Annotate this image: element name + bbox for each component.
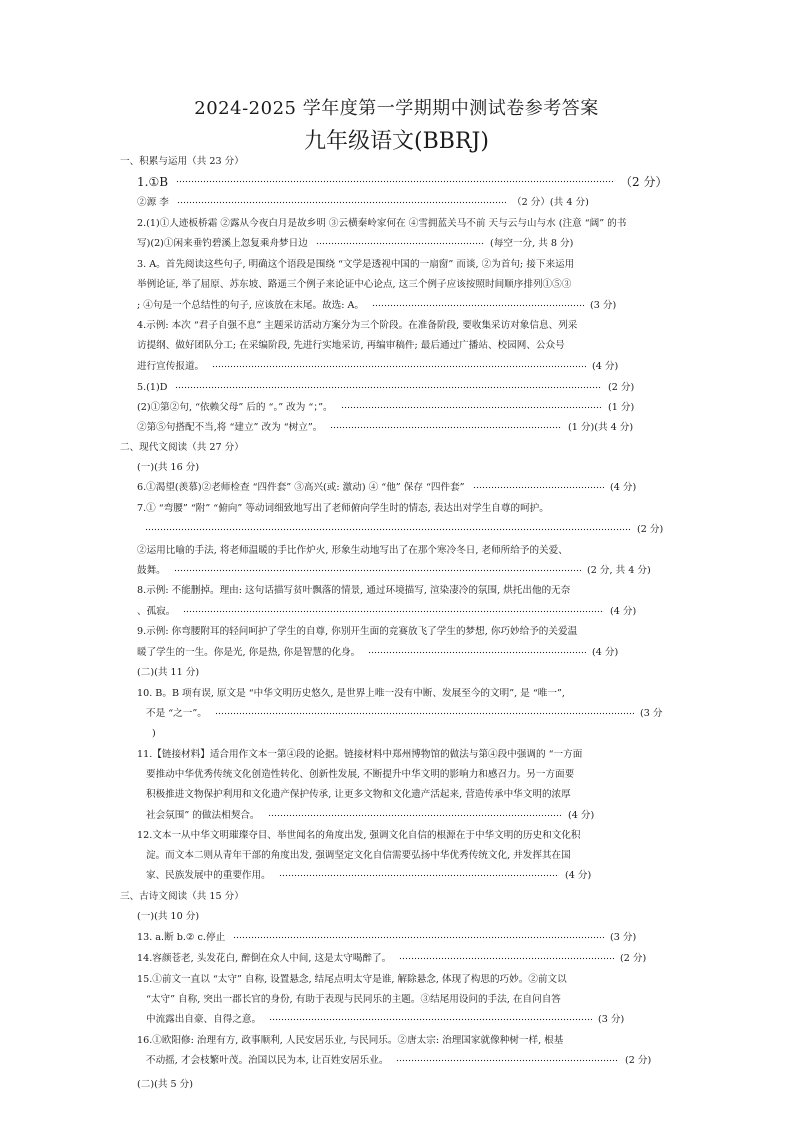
answer-text: ②源 李 [137,197,169,208]
answer-line [0,1010,793,1030]
score-label: (3 分 [640,708,663,719]
answer-line [0,663,793,683]
answer-text: 进行宣传报道。 [137,361,205,372]
answer-text: ) [152,728,156,739]
leader-dots [175,386,602,389]
score-label: (2 分) [620,953,647,964]
leader-dots [174,569,581,572]
answer-text: 16.①欧阳修: 治理有方, 政事顺利, 人民安居乐业, 与民同乐。②唐太宗: 治理国家就像种树一样, 根基 [137,1035,564,1046]
answer-line [0,316,793,336]
score-label: (1 分) [608,402,635,413]
answer-text: 写)(2)①闲来垂钓碧溪上忽复乘舟梦日边 [137,238,308,249]
answer-text: 9.示例: 你弯腰附耳的轻问呵护了学生的自尊, 你别开生面的竞赛放飞了学生的梦想, 你巧妙给予的关爱温 [137,626,578,637]
leader-dots [368,651,586,654]
answer-line [0,684,793,704]
score-label: (4 分) [592,647,619,658]
answer-line [0,866,793,886]
answer-text: 淀。而文本二则从青年干部的角度出发, 强调坚定文化自信需要弘扬中华优秀传统文化, 并发挥其在国 [146,850,571,861]
answer-text: 1.①B [137,175,169,189]
leader-dots [212,365,586,368]
answer-text: 3. A。首先阅读这些句子, 明确这个语段是围绕 “文学是透视中国的一扇窗” 而谈, ②为首句; 接下来运用 [137,259,575,270]
answer-line [0,418,793,438]
answer-text: 社会氛围” 的做法相契合。 [146,810,260,821]
answer-text: ; ④句是一个总结性的句子, 应该放在末尾。故选: A。 [137,300,365,311]
answer-text: (二)(共 11 分) [137,667,200,678]
answer-line [0,172,793,192]
answer-line [0,296,793,316]
answer-line [0,1075,793,1095]
answer-text: 访提纲、做好团队分工; 在采编阶段, 先进行实地采访, 再编审稿件; 最后通过广播站、校园网、公众号 [137,340,565,351]
answer-text: 10. B。B 项有误, 原文是 “中华文明历史悠久, 是世界上唯一没有中断、发展至今的文明”, 是 “唯一”, [137,688,565,699]
score-label: (2 分, 共 4 分) [587,565,651,576]
answer-line [0,1031,793,1051]
answer-line [0,214,793,234]
answer-text: 14.容颜苍老, 头发花白, 醉倒在众人中间, 这是太守喝醉了。 [137,953,392,964]
answer-line [0,970,793,990]
answer-text: 要推动中华优秀传统文化创造性转化、创新性发展, 不断提升中华文明的影响力和感召力。另一方面要 [146,769,575,780]
answer-text: ②第⑤句搭配不当,将 “建立” 改为 “树立”。 [137,422,323,433]
answer-text: (二)(共 5 分) [137,1079,193,1090]
score-label: (3 分) [598,1014,625,1025]
score-label: (每空一分, 共 8 分) [490,238,574,249]
leader-dots [268,814,563,817]
answer-line [0,907,793,927]
answer-text: “太守” 自称, 突出一郡长官的身份, 有助于表现与民同乐的主题。③结尾用设问的手法, 在自问自答 [146,994,561,1005]
answer-line [0,949,793,969]
leader-dots [372,304,584,307]
leader-dots [145,528,631,531]
answer-line [0,887,793,907]
answer-line [0,928,793,948]
score-label: (3 分) [610,932,637,943]
answer-line [0,622,793,642]
answer-text: 8.示例: 不能删掉。理由: 这句话描写贫叶飘落的情景, 通过环境描写, 渲染凄冷的氛围, 烘托出他的无奈 [137,585,571,596]
answer-line [0,336,793,356]
answer-line [0,724,793,744]
leader-dots [316,242,484,245]
answer-line [0,458,793,478]
leader-dots [279,874,559,877]
answer-line [0,806,793,826]
score-label: (4 分) [568,810,595,821]
answer-text: 7.① “弯腰” “附” “俯向” 等动词细致地写出了老师俯向学生时的情态, 表达出对学生自尊的呵护。 [137,503,549,514]
answer-line [0,255,793,275]
score-label: (4 分) [610,482,637,493]
answer-line [0,438,793,458]
answer-line [0,275,793,295]
answer-text: 13. a.断 b.② c.停止 [137,932,226,943]
page-subtitle: 九年级语文(BBRJ) [304,129,489,154]
answer-line [0,846,793,866]
answer-line [0,765,793,785]
score-label: （2 分）(共 4 分) [512,197,589,208]
answer-text: 15.①前文一直以 “太守” 自称, 设置悬念, 结尾点明太守是谁, 解除悬念, 体现了构思的巧妙。②前文以 [137,974,567,985]
answer-line [0,785,793,805]
answer-text: 家、民族发展中的重要作用。 [146,870,271,881]
answer-line [0,602,793,622]
score-label: (4 分) [592,361,619,372]
answer-text: 暖了学生的一生。你是光, 你是热, 你是智慧的化身。 [137,647,361,658]
answer-text: 12.文本一从中华文明璀璨夺目、举世闻名的角度出发, 强调文化自信的根源在于中华文明的历史和文化积 [137,830,581,841]
answer-text: 三、古诗文阅读（共 15 分） [120,891,244,902]
answer-text: 11.【链接材料】适合用作文本一第④段的论据。链接材料中郑州博物馆的做法与第④段中强调的 “一方面 [137,749,583,760]
answer-text: 5.(1)D [137,382,168,393]
leader-dots [341,406,602,409]
leader-dots [473,486,604,489]
answer-line [0,478,793,498]
answer-text: 一、积累与运用（共 23 分） [120,156,244,167]
leader-dots [399,957,614,960]
answer-line [0,193,793,213]
answer-text: ②运用比喻的手法, 将老师温暖的手比作炉火, 形象生动地写出了在那个寒冷冬日, 老师所给予的关爱、 [137,545,568,556]
leader-dots [330,426,562,429]
answer-text: 4.示例: 本次 “君子自强不息” 主题采访活动方案分为三个阶段。在准备阶段, 要收集采访对象信息、列采 [137,320,578,331]
answer-text: (一)(共 16 分) [137,462,200,473]
score-label: （2 分） [620,175,668,189]
answer-line [0,704,793,724]
leader-dots [183,610,604,613]
answer-line [0,1051,793,1071]
leader-dots [396,1059,619,1062]
answer-text: 、孤寂。 [137,606,176,617]
score-label: (1 分)(共 4 分) [568,422,634,433]
score-label: (4 分) [610,606,637,617]
answer-text: 积极推进文物保护利用和文化遗产保护传承, 让更多文物和文化遗产活起来, 营造传承中华文明的浓厚 [146,789,571,800]
answer-text: 6.①渴望(羡慕)②老师检查 “四件套” ③高兴(或: 激动) ④ “他” 保存 “四件套” [137,482,465,493]
answer-line [0,643,793,663]
answer-line [0,499,793,519]
page-title: 2024-2025 学年度第一学期期中测试卷参考答案 [194,98,599,119]
answer-text: 不动摇, 才会枝繁叶茂。治国以民为本, 让百姓安居乐业。 [146,1055,389,1066]
answer-line [0,357,793,377]
answer-text: 不是 “之一”。 [146,708,207,719]
leader-dots [177,201,506,204]
score-label: (3 分) [590,300,617,311]
answer-line [0,541,793,561]
answer-text: (一)(共 10 分) [137,911,200,922]
score-label: (2 分) [637,524,664,535]
answer-line [0,990,793,1010]
score-label: (2 分) [625,1055,652,1066]
answer-text: 中流露出自豪、自得之意。 [146,1014,262,1025]
answer-text: 2.(1)①人迹板桥霜 ②露从今夜白月是故乡明 ③云横秦岭家何在 ④雪拥蓝关马不前 天与云与山与水 (注意 “阔” 的书 [137,218,627,229]
answer-text: 举例论证, 举了屈原、苏东坡、路遥三个例子来论证中心论点, 这三个例子应该按照时间顺序排列①⑤③ [137,279,572,290]
score-label: (2 分) [608,382,635,393]
answer-line [0,826,793,846]
leader-dots [269,1018,592,1021]
answer-line [0,581,793,601]
answer-text: 二、现代文阅读（共 27 分） [120,442,244,453]
answer-line [0,378,793,398]
answer-line [0,398,793,418]
score-label: (4 分) [565,870,592,881]
answer-line [0,745,793,765]
answer-text: (2)①第②句, “依赖父母” 后的 “。” 改为 “；”。 [137,402,333,413]
leader-dots [215,712,634,715]
answer-line [0,152,793,172]
answer-line [0,561,793,581]
answer-line [0,234,793,254]
answer-text: 鼓舞。 [137,565,166,576]
leader-dots [233,936,604,939]
leader-dots [176,180,614,183]
answer-line [0,520,793,540]
